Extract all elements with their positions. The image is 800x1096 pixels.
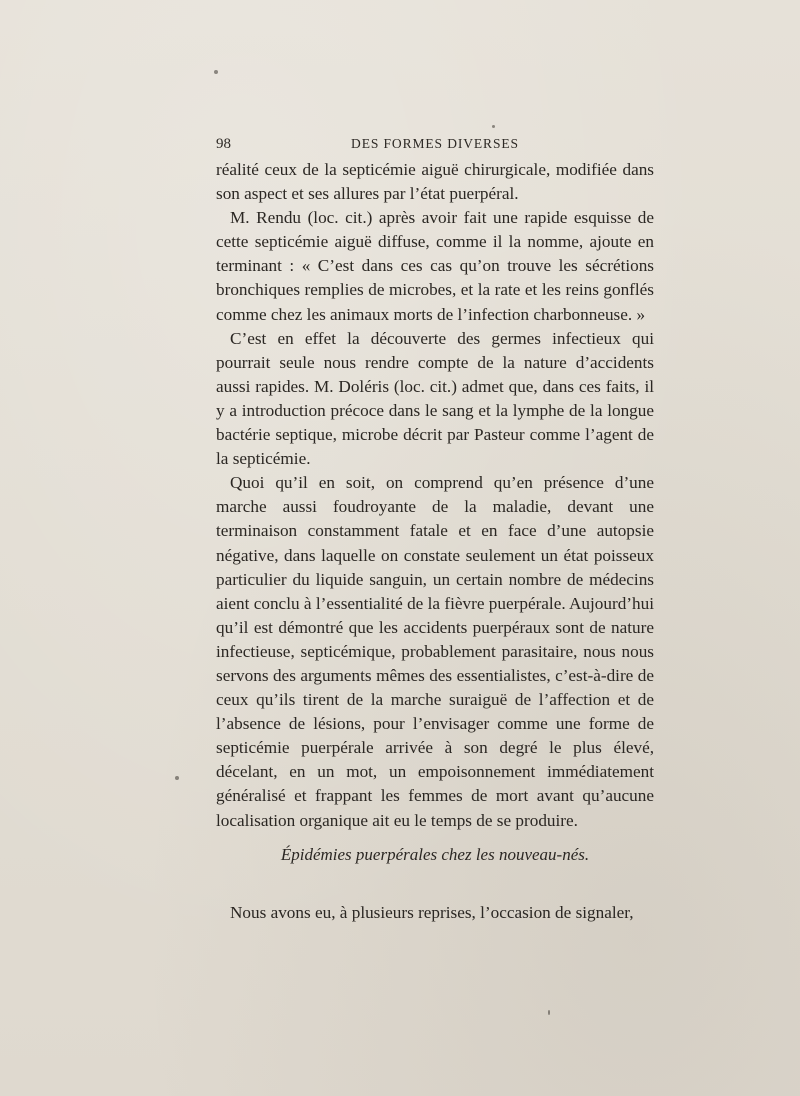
- running-head-title: DES FORMES DIVERSES: [351, 136, 519, 151]
- page-number: 98: [216, 136, 231, 152]
- running-head: [216, 136, 654, 156]
- paper-speck: [548, 1010, 550, 1015]
- section-heading: Épidémies puerpérales chez les nouveau-nés.: [280, 845, 590, 864]
- body-text-continued: [216, 901, 654, 925]
- paragraph-5: Nous avons eu, à plusieurs reprises, l’occasion de signaler,: [230, 903, 634, 922]
- paragraph-1: réalité ceux de la septicémie aiguë chirurgicale, modifiée dans son aspect et ses allures par l’état puerpéral.: [216, 160, 654, 204]
- paper-speck: [175, 776, 179, 780]
- paragraph-4: Quoi qu’il en soit, on comprend qu’en présence d’une marche aussi foudroyante de la maladie, devant une terminaison constamment fatale et en face d’une autopsie négative, dans laquelle on constate seulement un état poisseux particulier du liquide sanguin, un certain nombre de médecins aient conclu à l’essentialité de la fièvre puerpérale. Aujourd’hui qu’il est démontré que les accidents puerpéraux sont de nature infectieuse, septicémique, probablement parasitaire, nous nous servons des arguments mêmes des essentialistes, c’est-à-dire de ceux qu’ils tirent de la marche suraiguë de l’affection et de l’absence de lésions, pour l’envisager comme une forme de septicémie puerpérale arrivée à son degré le plus élevé, décelant, en un mot, un empoisonnement immédiatement généralisé et frappant les femmes de mort avant qu’aucune localisation organique ait eu le temps de se produire.: [216, 473, 654, 830]
- paragraph-3: C’est en effet la découverte des germes infectieux qui pourrait seule nous rendre compte de la nature d’accidents aussi rapides. M. Doléris (loc. cit.) admet que, dans ces faits, il y a introduction précoce dans le sang et la lymphe de la longue bactérie septique, microbe décrit par Pasteur comme l’agent de la septicémie.: [216, 328, 654, 469]
- paragraph-2: M. Rendu (loc. cit.) après avoir fait une rapide esquisse de cette septicémie aiguë diffuse, comme il la nomme, ajoute en terminant : « C’est dans ces cas qu’on trouve les sécrétions bronchiques remplies de microbes, et la rate et les reins gonflés comme chez les animaux morts de l’infection charbonneuse. »: [216, 208, 654, 324]
- body-text: [216, 158, 654, 833]
- paper-speck: [492, 125, 495, 128]
- paper-speck: [214, 70, 218, 74]
